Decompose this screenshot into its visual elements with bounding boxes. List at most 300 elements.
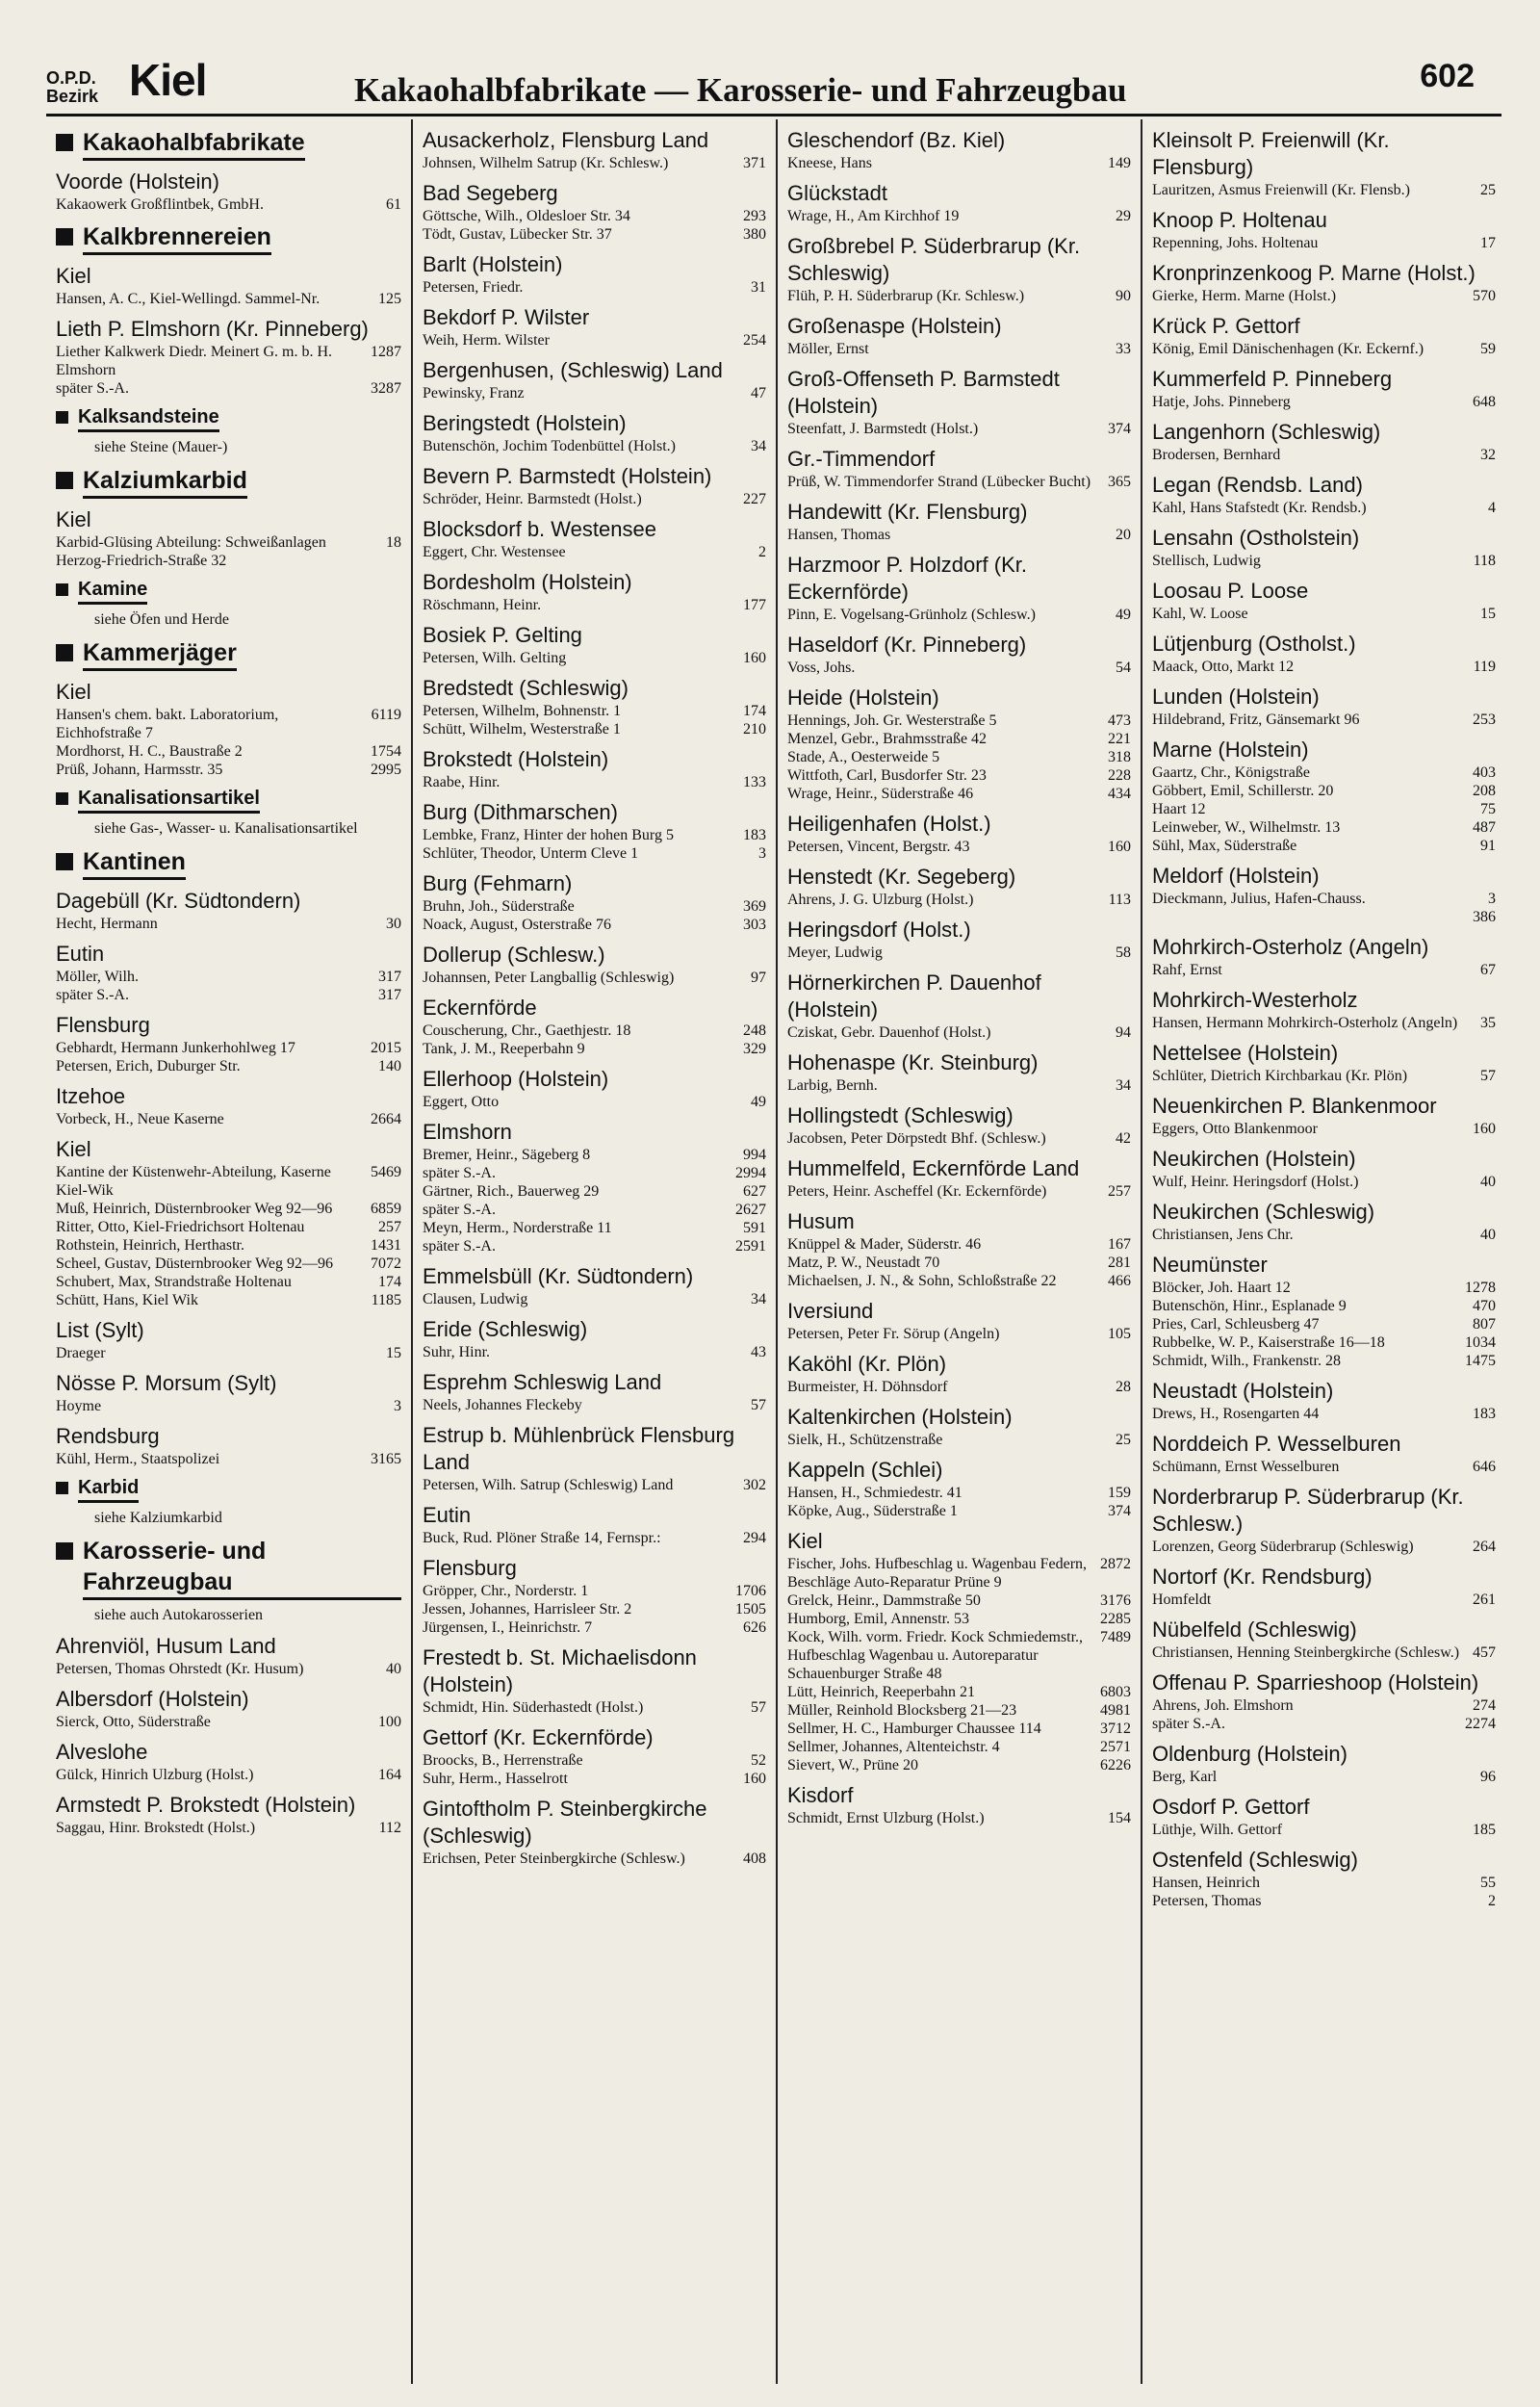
place-heading: Großbrebel P. Süderbrarup (Kr. Schleswig) — [787, 234, 1081, 285]
entry-name: Möller, Wilh. — [56, 969, 139, 985]
phone-number: 55 — [1480, 1875, 1496, 1891]
entry-name: Möller, Ernst — [787, 341, 869, 357]
place-heading: Krück P. Gettorf — [1152, 314, 1300, 338]
place-heading: Flensburg — [56, 1013, 150, 1037]
phone-number: 470 — [1473, 1298, 1496, 1314]
entry-name: Leinweber, W., Wilhelmstr. 13 — [1152, 819, 1341, 836]
listing-entry — [787, 1431, 1131, 1449]
phone-number: 317 — [378, 969, 401, 985]
phone-number: 302 — [743, 1477, 766, 1493]
phone-number: 2 — [758, 544, 766, 560]
entry-name: Saggau, Hinr. Brokstedt (Holst.) — [56, 1820, 256, 1836]
category-heading — [56, 846, 401, 880]
entry-name: Erichsen, Peter Steinbergkirche (Schlesw.) — [423, 1851, 685, 1867]
phone-number: 75 — [1480, 801, 1496, 817]
entry-name: Sellmer, H. C., Hamburger Chaussee 114 — [787, 1721, 1041, 1737]
phone-number: 97 — [751, 970, 766, 986]
entry-name: Noack, August, Osterstraße 76 — [423, 917, 611, 933]
place-heading: Mohrkirch-Westerholz — [1152, 988, 1358, 1012]
listing-entry — [1152, 658, 1496, 676]
place-heading: Kiel — [787, 1529, 823, 1553]
listing-entry — [1152, 1768, 1496, 1786]
entry-name: Wrage, Heinr., Süderstraße 46 — [787, 786, 974, 802]
listing-entry — [423, 1396, 766, 1414]
phone-number: 4981 — [1100, 1702, 1131, 1719]
place-heading: Lieth P. Elmshorn (Kr. Pinneberg) — [56, 317, 369, 341]
listing-entry — [423, 1093, 766, 1111]
place-heading: Marne (Holstein) — [1152, 738, 1309, 762]
phone-number: 7489 — [1100, 1629, 1131, 1645]
bullet-square-icon — [56, 1542, 73, 1560]
listing-entry — [423, 1600, 766, 1618]
listing-entry — [423, 278, 766, 297]
listing-entry — [423, 1476, 766, 1494]
entry-name: Meyn, Herm., Norderstraße 11 — [423, 1220, 612, 1236]
place-heading: Albersdorf (Holstein) — [56, 1687, 249, 1711]
category-title: Kamine — [78, 578, 147, 605]
entry-name: Hansen, H., Schmiedestr. 41 — [787, 1485, 962, 1501]
phone-number: 49 — [751, 1094, 766, 1110]
listing-entry — [787, 1129, 1131, 1148]
listing-entry — [787, 1182, 1131, 1201]
entry-name: Gaartz, Chr., Königstraße — [1152, 764, 1310, 781]
place-heading: Bergenhusen, (Schleswig) Land — [423, 358, 723, 382]
entry-name: Kühl, Herm., Staatspolizei — [56, 1451, 220, 1467]
entry-name: Rothstein, Heinrich, Herthastr. — [56, 1237, 244, 1254]
phone-number: 2591 — [735, 1238, 766, 1255]
category-heading — [56, 1536, 401, 1600]
listing-entry — [56, 1660, 401, 1678]
listing-entry — [1152, 1333, 1496, 1352]
entry-name: Homfeldt — [1152, 1592, 1212, 1608]
listing-entry — [787, 1720, 1131, 1738]
entry-name: Jürgensen, I., Heinrichstr. 7 — [423, 1619, 593, 1636]
listing-entry — [56, 706, 401, 742]
place-heading: Legan (Rendsb. Land) — [1152, 473, 1363, 497]
phone-number: 293 — [743, 208, 766, 224]
place-heading: Bordesholm (Holstein) — [423, 570, 632, 594]
entry-name: Wulf, Heinr. Heringsdorf (Holst.) — [1152, 1174, 1359, 1190]
place-heading: Burg (Dithmarschen) — [423, 800, 618, 824]
listing-entry — [423, 720, 766, 738]
entry-name: Sühl, Max, Süderstraße — [1152, 838, 1297, 854]
category-title: Karosserie- und Fahrzeugbau — [83, 1536, 401, 1600]
place-heading: Eride (Schleswig) — [423, 1317, 588, 1341]
listing-entry — [1152, 782, 1496, 800]
listing-entry — [787, 838, 1131, 856]
place-heading: Blocksdorf b. Westensee — [423, 517, 656, 541]
listing-entry — [423, 1343, 766, 1361]
entry-name: Petersen, Erich, Duburger Str. — [56, 1058, 241, 1074]
place-heading: Nortorf (Kr. Rendsburg) — [1152, 1565, 1373, 1589]
listing-entry — [1152, 340, 1496, 358]
entry-name: Mordhorst, H. C., Baustraße 2 — [56, 743, 243, 760]
phone-number: 434 — [1108, 786, 1131, 802]
listing-entry — [787, 1592, 1131, 1610]
phone-number: 2274 — [1465, 1716, 1496, 1732]
entry-name: Petersen, Peter Fr. Sörup (Angeln) — [787, 1326, 1000, 1342]
place-heading: Bredstedt (Schleswig) — [423, 676, 629, 700]
phone-number: 174 — [378, 1274, 401, 1290]
entry-name: Prüß, Johann, Harmsstr. 35 — [56, 762, 223, 778]
entry-name: Wittfoth, Carl, Busdorfer Str. 23 — [787, 767, 987, 784]
place-heading: Iversiund — [787, 1299, 874, 1323]
entry-name: Sievert, W., Prüne 20 — [787, 1757, 918, 1773]
phone-number: 408 — [743, 1851, 766, 1867]
phone-number: 257 — [378, 1219, 401, 1235]
phone-number: 5469 — [371, 1164, 401, 1180]
entry-name: Hansen, A. C., Kiel-Wellingd. Sammel-Nr. — [56, 291, 321, 307]
listing-entry — [1152, 1315, 1496, 1333]
listing-entry — [56, 1819, 401, 1837]
category-title: Kakaohalbfabrikate — [83, 127, 305, 161]
phone-number: 3 — [758, 845, 766, 862]
entry-name: Berg, Karl — [1152, 1769, 1218, 1785]
entry-name: Larbig, Bernh. — [787, 1077, 878, 1094]
phone-number: 15 — [386, 1345, 401, 1361]
listing-entry — [787, 1555, 1131, 1592]
place-heading: Glückstadt — [787, 181, 887, 205]
listing-entry — [423, 1618, 766, 1637]
phone-number: 25 — [1480, 182, 1496, 198]
phone-number: 33 — [1116, 341, 1131, 357]
listing-entry — [423, 596, 766, 614]
listing-entry — [1152, 446, 1496, 464]
entry-name: Kahl, W. Loose — [1152, 606, 1248, 622]
listing-entry — [787, 1738, 1131, 1756]
phone-number: 183 — [743, 827, 766, 843]
listing-entry — [423, 1022, 766, 1040]
listing-entry — [787, 207, 1131, 225]
entry-name: Buck, Rud. Plöner Straße 14, Fernspr.: — [423, 1530, 661, 1546]
entry-name: Jessen, Johannes, Harrisleer Str. 2 — [423, 1601, 632, 1618]
entry-name: Röschmann, Heinr. — [423, 597, 542, 613]
entry-name: Knüppel & Mader, Süderstr. 46 — [787, 1236, 982, 1253]
listing-entry — [787, 891, 1131, 909]
phone-number: 61 — [386, 196, 401, 213]
entry-name: später S.-A. — [423, 1165, 496, 1181]
phone-number: 254 — [743, 332, 766, 349]
entry-name: Scheel, Gustav, Düsternbrooker Weg 92—96 — [56, 1255, 333, 1272]
cross-reference: siehe Öfen und Herde — [94, 611, 229, 628]
place-heading: Gr.-Timmendorf — [787, 447, 936, 471]
listing-entry — [1152, 234, 1496, 252]
entry-name: Sellmer, Johannes, Altenteichstr. 4 — [787, 1739, 1000, 1755]
phone-number: 365 — [1108, 474, 1131, 490]
phone-number: 264 — [1473, 1539, 1496, 1555]
category-title: Kalksandsteine — [78, 405, 219, 432]
entry-name: Kahl, Hans Stafstedt (Kr. Rendsb.) — [1152, 500, 1367, 516]
phone-number: 149 — [1108, 155, 1131, 171]
place-heading: Beringstedt (Holstein) — [423, 411, 627, 435]
entry-name: später S.-A. — [423, 1238, 496, 1255]
listing-entry — [787, 1628, 1131, 1683]
phone-number: 96 — [1480, 1769, 1496, 1785]
phone-number: 466 — [1108, 1273, 1131, 1289]
phone-number: 43 — [751, 1344, 766, 1360]
place-heading: Husum — [787, 1209, 855, 1233]
listing-entry — [1152, 1458, 1496, 1476]
phone-number: 6859 — [371, 1201, 401, 1217]
entry-name: Muß, Heinrich, Düsternbrooker Weg 92—96 — [56, 1201, 333, 1217]
phone-number: 221 — [1108, 731, 1131, 747]
phone-number: 487 — [1473, 819, 1496, 836]
phone-number: 2994 — [735, 1165, 766, 1181]
place-heading: Nettelsee (Holstein) — [1152, 1041, 1339, 1065]
phone-number: 318 — [1108, 749, 1131, 765]
entry-name: Hansen, Thomas — [787, 527, 891, 543]
place-heading: Lunden (Holstein) — [1152, 685, 1320, 709]
place-heading: Neukirchen (Schleswig) — [1152, 1200, 1375, 1224]
entry-name: Sielk, H., Schützenstraße — [787, 1432, 943, 1448]
place-heading: Norddeich P. Wesselburen — [1152, 1432, 1401, 1456]
entry-name: Ahrens, J. G. Ulzburg (Holst.) — [787, 892, 974, 908]
phone-number: 403 — [1473, 764, 1496, 781]
bullet-square-icon — [56, 1482, 68, 1494]
listing-entry — [1152, 552, 1496, 570]
phone-number: 208 — [1473, 783, 1496, 799]
listing-entry — [56, 290, 401, 308]
listing-entry — [1152, 1696, 1496, 1715]
listing-entry — [423, 969, 766, 987]
phone-number: 2664 — [371, 1111, 401, 1127]
place-heading: Hollingstedt (Schleswig) — [787, 1103, 1014, 1127]
entry-name: Petersen, Friedr. — [423, 279, 524, 296]
place-heading: Kummerfeld P. Pinneberg — [1152, 367, 1393, 391]
place-heading: Meldorf (Holstein) — [1152, 864, 1320, 888]
entry-name: Gärtner, Rich., Bauerweg 29 — [423, 1183, 600, 1200]
entry-name: Stade, A., Oesterweide 5 — [787, 749, 940, 765]
entry-name: Petersen, Wilhelm, Bohnenstr. 1 — [423, 703, 622, 719]
listing-entry — [423, 1201, 766, 1219]
listing-entry — [1152, 1226, 1496, 1244]
place-heading: Nübelfeld (Schleswig) — [1152, 1618, 1357, 1642]
phone-number: 105 — [1108, 1326, 1131, 1342]
entry-name: Dieckmann, Julius, Hafen-Chauss. — [1152, 891, 1366, 907]
entry-name: Christiansen, Jens Chr. — [1152, 1227, 1294, 1243]
category-heading — [56, 1476, 401, 1503]
entry-name: Schröder, Heinr. Barmstedt (Holst.) — [423, 491, 642, 507]
phone-number: 3176 — [1100, 1592, 1131, 1609]
entry-name: Schmidt, Wilh., Frankenstr. 28 — [1152, 1353, 1341, 1369]
place-heading: Heringsdorf (Holst.) — [787, 918, 971, 942]
column-3 — [776, 119, 1141, 2384]
phone-number: 58 — [1116, 945, 1131, 961]
entry-name: Repenning, Johs. Holtenau — [1152, 235, 1319, 251]
place-heading: Gintoftholm P. Steinbergkirche (Schleswig) — [423, 1797, 707, 1848]
entry-name: Rahf, Ernst — [1152, 962, 1222, 978]
entry-name: Hansen, Heinrich — [1152, 1875, 1260, 1891]
entry-name: Maack, Otto, Markt 12 — [1152, 659, 1295, 675]
place-heading: Frestedt b. St. Michaelisdonn (Holstein) — [423, 1645, 697, 1696]
listing-columns — [46, 119, 1505, 2384]
phone-number: 49 — [1116, 607, 1131, 623]
entry-name: Draeger — [56, 1345, 106, 1361]
place-heading: List (Sylt) — [56, 1318, 144, 1342]
listing-entry — [1152, 1874, 1496, 1892]
phone-number: 3165 — [371, 1451, 401, 1467]
phone-number: 133 — [743, 774, 766, 790]
phone-number: 386 — [1473, 909, 1496, 925]
place-heading: Eutin — [423, 1503, 472, 1527]
page-title: Kakaohalbfabrikate — Karosserie- und Fahrzeugbau — [354, 71, 1127, 109]
phone-number: 227 — [743, 491, 766, 507]
entry-name: Schütt, Wilhelm, Westerstraße 1 — [423, 721, 621, 738]
listing-entry — [787, 473, 1131, 491]
category-heading — [56, 127, 401, 161]
entry-name: Michaelsen, J. N., & Sohn, Schloßstraße 22 — [787, 1273, 1057, 1289]
entry-name: Hansen's chem. bakt. Laboratorium, Eichhofstraße 7 — [56, 707, 279, 741]
listing-entry — [1152, 1821, 1496, 1839]
phone-number: 257 — [1108, 1183, 1131, 1200]
listing-entry — [1152, 890, 1496, 908]
listing-entry — [423, 1237, 766, 1255]
listing-entry — [423, 1146, 766, 1164]
listing-entry — [56, 1766, 401, 1784]
listing-entry — [56, 1255, 401, 1273]
entry-name: Matz, P. W., Neustadt 70 — [787, 1255, 940, 1271]
phone-number: 2571 — [1100, 1739, 1131, 1755]
listing-entry — [423, 1182, 766, 1201]
listing-entry — [787, 1272, 1131, 1290]
phone-number: 2995 — [371, 762, 401, 778]
phone-number: 1754 — [371, 743, 401, 760]
phone-number: 6226 — [1100, 1757, 1131, 1773]
place-heading: Harzmoor P. Holzdorf (Kr. Eckernförde) — [787, 553, 1028, 604]
place-heading: Ostenfeld (Schleswig) — [1152, 1848, 1358, 1872]
entry-name: Pinn, E. Vogelsang-Grünholz (Schlesw.) — [787, 607, 1036, 623]
place-heading: Neumünster — [1152, 1253, 1268, 1277]
phone-number: 1034 — [1465, 1334, 1496, 1351]
phone-number: 274 — [1473, 1697, 1496, 1714]
listing-entry — [1152, 961, 1496, 979]
entry-name: Lauritzen, Asmus Freienwill (Kr. Flensb.) — [1152, 182, 1410, 198]
entry-name: Köpke, Aug., Süderstraße 1 — [787, 1503, 958, 1519]
place-heading: Lütjenburg (Ostholst.) — [1152, 632, 1356, 656]
entry-name: Couscherung, Chr., Gaethjestr. 18 — [423, 1022, 631, 1039]
phone-number: 1185 — [371, 1292, 401, 1308]
phone-number: 94 — [1116, 1024, 1131, 1041]
listing-entry — [787, 1076, 1131, 1095]
listing-entry — [423, 1040, 766, 1058]
entry-name: Prüß, W. Timmendorfer Strand (Lübecker Bucht) — [787, 474, 1091, 490]
entry-name: Kock, Wilh. vorm. Friedr. Kock Schmiedemstr., Hufbeschlag Wagenbau u. Autoreparatur Schauenburger Straße 48 — [787, 1629, 1084, 1682]
entry-name: Weih, Herm. Wilster — [423, 332, 550, 349]
listing-entry — [423, 1219, 766, 1237]
place-heading: Osdorf P. Gettorf — [1152, 1795, 1310, 1819]
entry-name: Petersen, Vincent, Bergstr. 43 — [787, 839, 970, 855]
phone-number: 160 — [743, 650, 766, 666]
entry-name: Schümann, Ernst Wesselburen — [1152, 1459, 1340, 1475]
phone-number: 248 — [743, 1022, 766, 1039]
bullet-square-icon — [56, 792, 68, 805]
listing-entry — [423, 331, 766, 349]
phone-number: 140 — [378, 1058, 401, 1074]
entry-name: Eggers, Otto Blankenmoor — [1152, 1121, 1318, 1137]
place-heading: Neuenkirchen P. Blankenmoor — [1152, 1094, 1437, 1118]
listing-entry — [787, 1484, 1131, 1502]
place-heading: Langenhorn (Schleswig) — [1152, 420, 1381, 444]
phone-number: 1431 — [371, 1237, 401, 1254]
phone-number: 34 — [1116, 1077, 1131, 1094]
listing-entry — [787, 1683, 1131, 1701]
place-heading: Hohenaspe (Kr. Steinburg) — [787, 1050, 1039, 1074]
phone-number: 167 — [1108, 1236, 1131, 1253]
phone-number: 113 — [1108, 892, 1131, 908]
listing-entry — [787, 420, 1131, 438]
listing-entry — [56, 915, 401, 933]
phone-number: 1505 — [735, 1601, 766, 1618]
listing-entry — [787, 1756, 1131, 1774]
place-heading: Bosiek P. Gelting — [423, 623, 582, 647]
listing-entry — [423, 1529, 766, 1547]
place-heading: Bad Segeberg — [423, 181, 558, 205]
entry-name: Raabe, Hinr. — [423, 774, 500, 790]
phone-number: 52 — [751, 1752, 766, 1769]
listing-entry — [1152, 1279, 1496, 1297]
listing-entry — [787, 1502, 1131, 1520]
phone-number: 380 — [743, 226, 766, 243]
entry-name: Schmidt, Ernst Ulzburg (Holst.) — [787, 1810, 985, 1826]
listing-entry — [787, 748, 1131, 766]
phone-number: 32 — [1480, 447, 1496, 463]
place-heading: Hummelfeld, Eckernförde Land — [787, 1156, 1080, 1180]
place-heading: Rendsburg — [56, 1424, 160, 1448]
entry-name: Hoyme — [56, 1398, 102, 1414]
place-heading: Kaltenkirchen (Holstein) — [787, 1405, 1013, 1429]
listing-entry — [423, 225, 766, 244]
entry-name: Göbbert, Emil, Schillerstr. 20 — [1152, 783, 1334, 799]
entry-name: Voss, Johs. — [787, 660, 856, 676]
listing-entry — [1152, 837, 1496, 855]
phone-number: 154 — [1108, 1810, 1131, 1826]
listing-entry — [787, 287, 1131, 305]
listing-entry — [56, 761, 401, 779]
place-heading: Kiel — [56, 507, 91, 531]
place-heading: Flensburg — [423, 1556, 517, 1580]
entry-name: Gierke, Herm. Marne (Holst.) — [1152, 288, 1337, 304]
listing-entry — [787, 1610, 1131, 1628]
phone-number: 18 — [386, 534, 401, 551]
phone-number: 210 — [743, 721, 766, 738]
entry-name: Humborg, Emil, Annenstr. 53 — [787, 1611, 970, 1627]
phone-number: 374 — [1108, 1503, 1131, 1519]
entry-name: Brodersen, Bernhard — [1152, 447, 1281, 463]
entry-name: Lütt, Heinrich, Reeperbahn 21 — [787, 1684, 976, 1700]
entry-name: Kantine der Küstenwehr-Abteilung, Kaserne Kiel-Wik — [56, 1164, 331, 1199]
phone-number: 7072 — [371, 1255, 401, 1272]
entry-name: Petersen, Thomas — [1152, 1893, 1262, 1909]
listing-entry — [1152, 1173, 1496, 1191]
bullet-square-icon — [56, 644, 73, 661]
entry-name: Steenfatt, J. Barmstedt (Holst.) — [787, 421, 979, 437]
listing-entry — [56, 1236, 401, 1255]
phone-number: 591 — [743, 1220, 766, 1236]
phone-number: 1278 — [1465, 1280, 1496, 1296]
entry-name: Suhr, Herm., Hasselrott — [423, 1771, 568, 1787]
place-heading: Bekdorf P. Wilster — [423, 305, 590, 329]
place-heading: Kisdorf — [787, 1783, 854, 1807]
entry-name: Christiansen, Henning Steinbergkirche (Schlesw.) — [1152, 1644, 1460, 1661]
listing-entry — [1152, 711, 1496, 729]
entry-name: Drews, H., Rosengarten 44 — [1152, 1406, 1320, 1422]
listing-entry — [423, 543, 766, 561]
entry-name: Schmidt, Hin. Süderhastedt (Holst.) — [423, 1699, 644, 1716]
entry-name: Johnsen, Wilhelm Satrup (Kr. Schlesw.) — [423, 155, 669, 171]
place-heading: Heiligenhafen (Holst.) — [787, 812, 991, 836]
phone-number: 40 — [1480, 1174, 1496, 1190]
page-header — [46, 55, 1502, 116]
